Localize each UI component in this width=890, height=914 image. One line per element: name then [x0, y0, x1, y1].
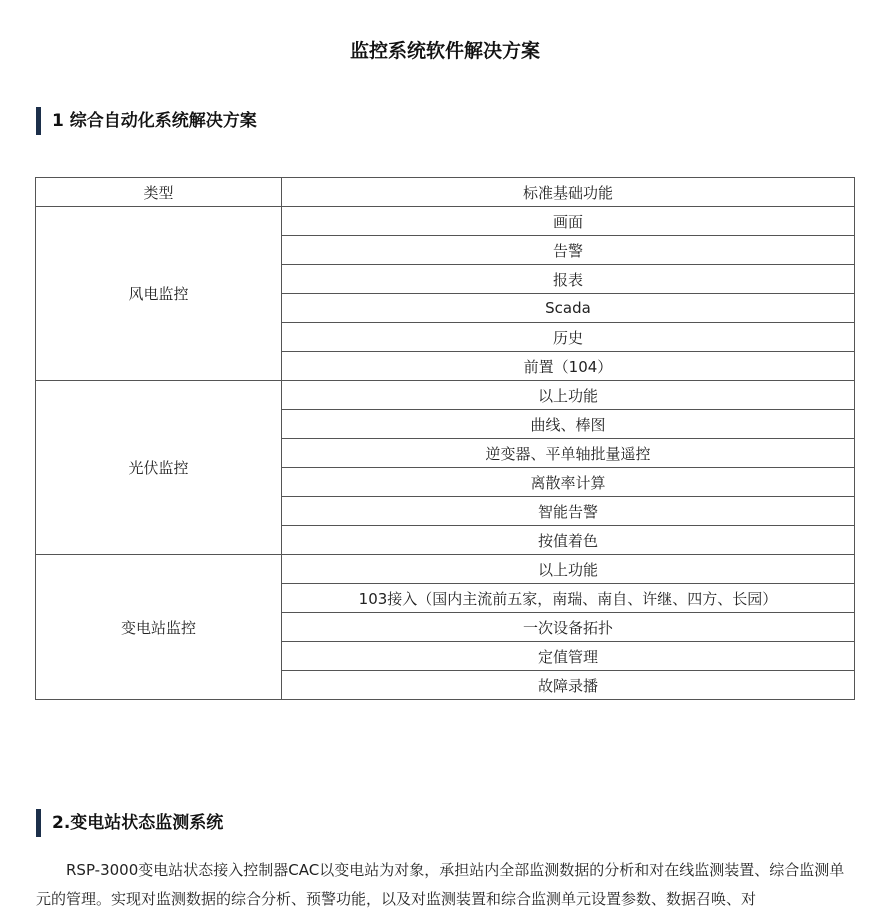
- header-function: 标准基础功能: [282, 178, 855, 207]
- function-cell: 历史: [282, 323, 855, 352]
- function-cell: 离散率计算: [282, 468, 855, 497]
- table-row: [36, 207, 855, 236]
- table-row: [36, 381, 855, 410]
- section-heading-1: 1 综合自动化系统解决方案: [36, 107, 257, 135]
- header-type: 类型: [36, 178, 282, 207]
- table-row: [36, 555, 855, 584]
- function-cell: 智能告警: [282, 497, 855, 526]
- section-heading-2: 2.变电站状态监测系统: [36, 809, 223, 837]
- function-table: [35, 177, 855, 700]
- type-cell: 光伏监控: [36, 381, 282, 555]
- function-cell: 画面: [282, 207, 855, 236]
- function-cell: 以上功能: [282, 555, 855, 584]
- section-2-paragraph: RSP-3000变电站状态接入控制器CAC以变电站为对象，承担站内全部监测数据的分析和对在线监测装置、综合监测单元的管理。实现对监测数据的综合分析、预警功能，以及对监测装置和综合监测单元设置参数、数据召唤、对: [36, 861, 845, 908]
- function-cell: 按值着色: [282, 526, 855, 555]
- function-cell: 报表: [282, 265, 855, 294]
- function-cell: 定值管理: [282, 642, 855, 671]
- function-cell: 曲线、棒图: [282, 410, 855, 439]
- function-cell: 逆变器、平单轴批量遥控: [282, 439, 855, 468]
- function-cell: 一次设备拓扑: [282, 613, 855, 642]
- type-cell: 变电站监控: [36, 555, 282, 700]
- page-title: 监控系统软件解决方案: [349, 40, 540, 62]
- function-cell: 故障录播: [282, 671, 855, 700]
- table-header-row: [36, 178, 855, 207]
- function-cell: 以上功能: [282, 381, 855, 410]
- function-cell: 告警: [282, 236, 855, 265]
- function-cell: 前置（104）: [282, 352, 855, 381]
- function-cell: 103接入（国内主流前五家，南瑞、南自、许继、四方、长园）: [282, 584, 855, 613]
- type-cell: 风电监控: [36, 207, 282, 381]
- function-cell: Scada: [282, 294, 855, 323]
